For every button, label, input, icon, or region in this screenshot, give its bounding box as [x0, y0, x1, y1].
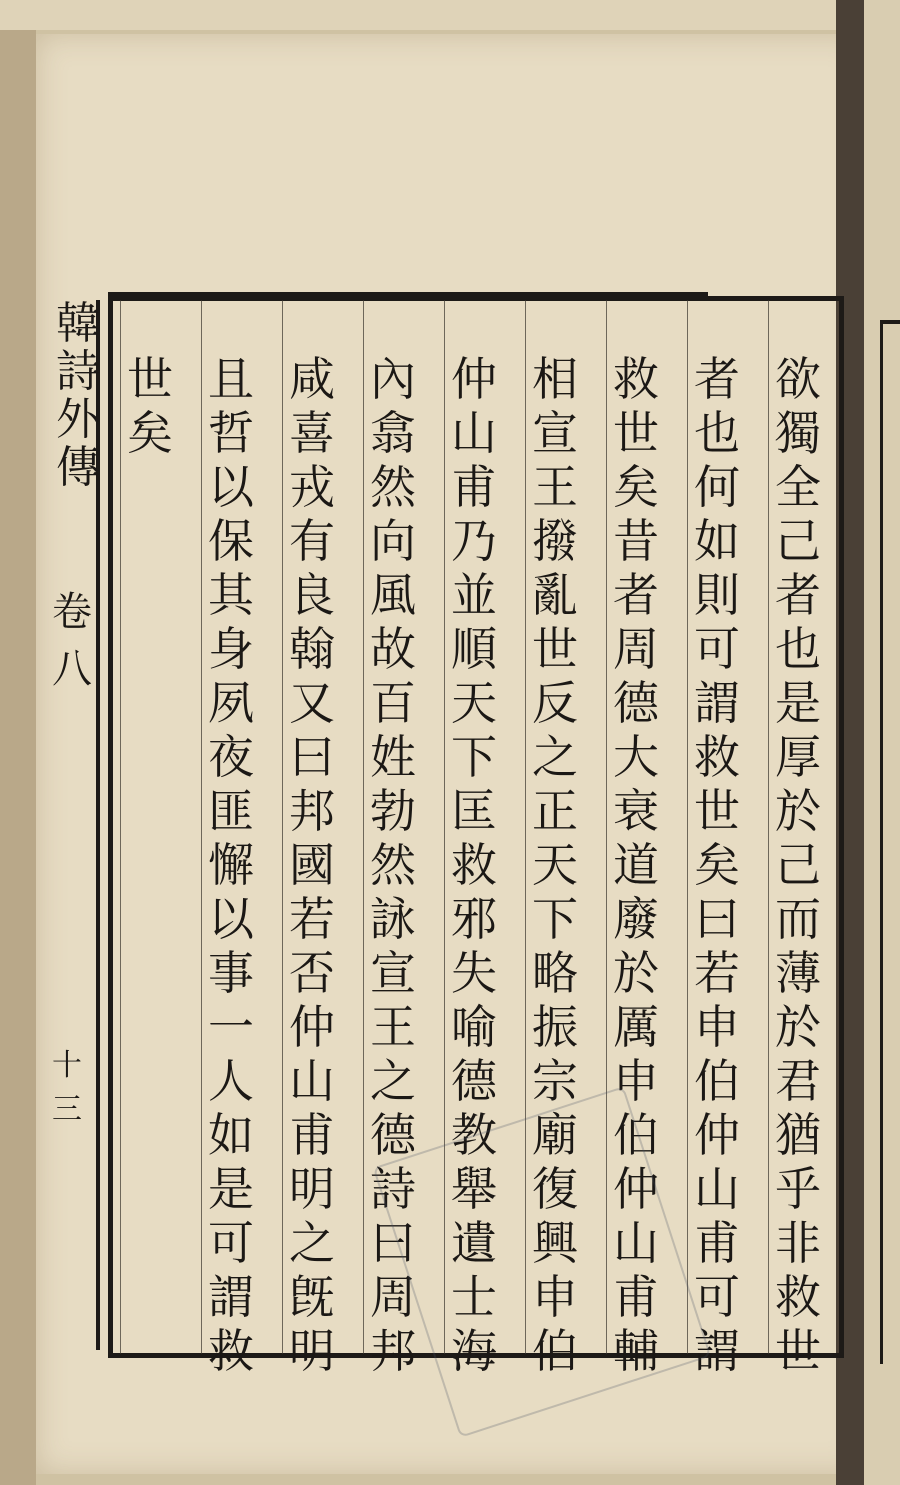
text-column: 者 也 何 如 則 可 謂 救 世 矣 曰 若 申 伯 仲 山 甫 可 謂: [694, 352, 740, 1378]
text-column: 且 哲 以 保 其 身 夙 夜 匪 懈 以 事 一 人 如 是 可 謂 救: [208, 352, 254, 1378]
margin-folio: [52, 589, 92, 1128]
text-column: 內 翕 然 向 風 故 百 姓 勃 然 詠 宣 王 之 德 詩 曰 周 邦: [370, 352, 416, 1378]
text-column: 仲 山 甫 乃 並 順 天 下 匡 救 邪 失 喻 德 教 舉 遺 士 海: [451, 352, 497, 1378]
book-spine: [0, 0, 36, 1485]
text-column: 世 矣: [127, 352, 173, 460]
text-column: 欲 獨 全 己 者 也 是 厚 於 己 而 薄 於 君 猶 乎 非 救 世: [775, 352, 821, 1378]
facing-page-frame: [880, 320, 900, 1364]
text-column: 相 宣 王 撥 亂 世 反 之 正 天 下 略 振 宗 廟 復 興 申 伯: [532, 352, 578, 1378]
margin-title: [52, 300, 104, 492]
page-top-strip: [0, 0, 900, 30]
margin-folio-number: 十 三: [52, 1048, 82, 1127]
text-column: 咸 喜 戎 有 良 翰 又 曰 邦 國 若 否 仲 山 甫 明 之 旣 明: [289, 352, 335, 1378]
margin-volume: 卷 八: [52, 589, 92, 692]
text-column: 救 世 矣 昔 者 周 德 大 衰 道 廢 於 厲 申 伯 仲 山 甫 輔: [613, 352, 659, 1378]
margin-title-text: 韓 詩 外 傳: [56, 298, 100, 493]
